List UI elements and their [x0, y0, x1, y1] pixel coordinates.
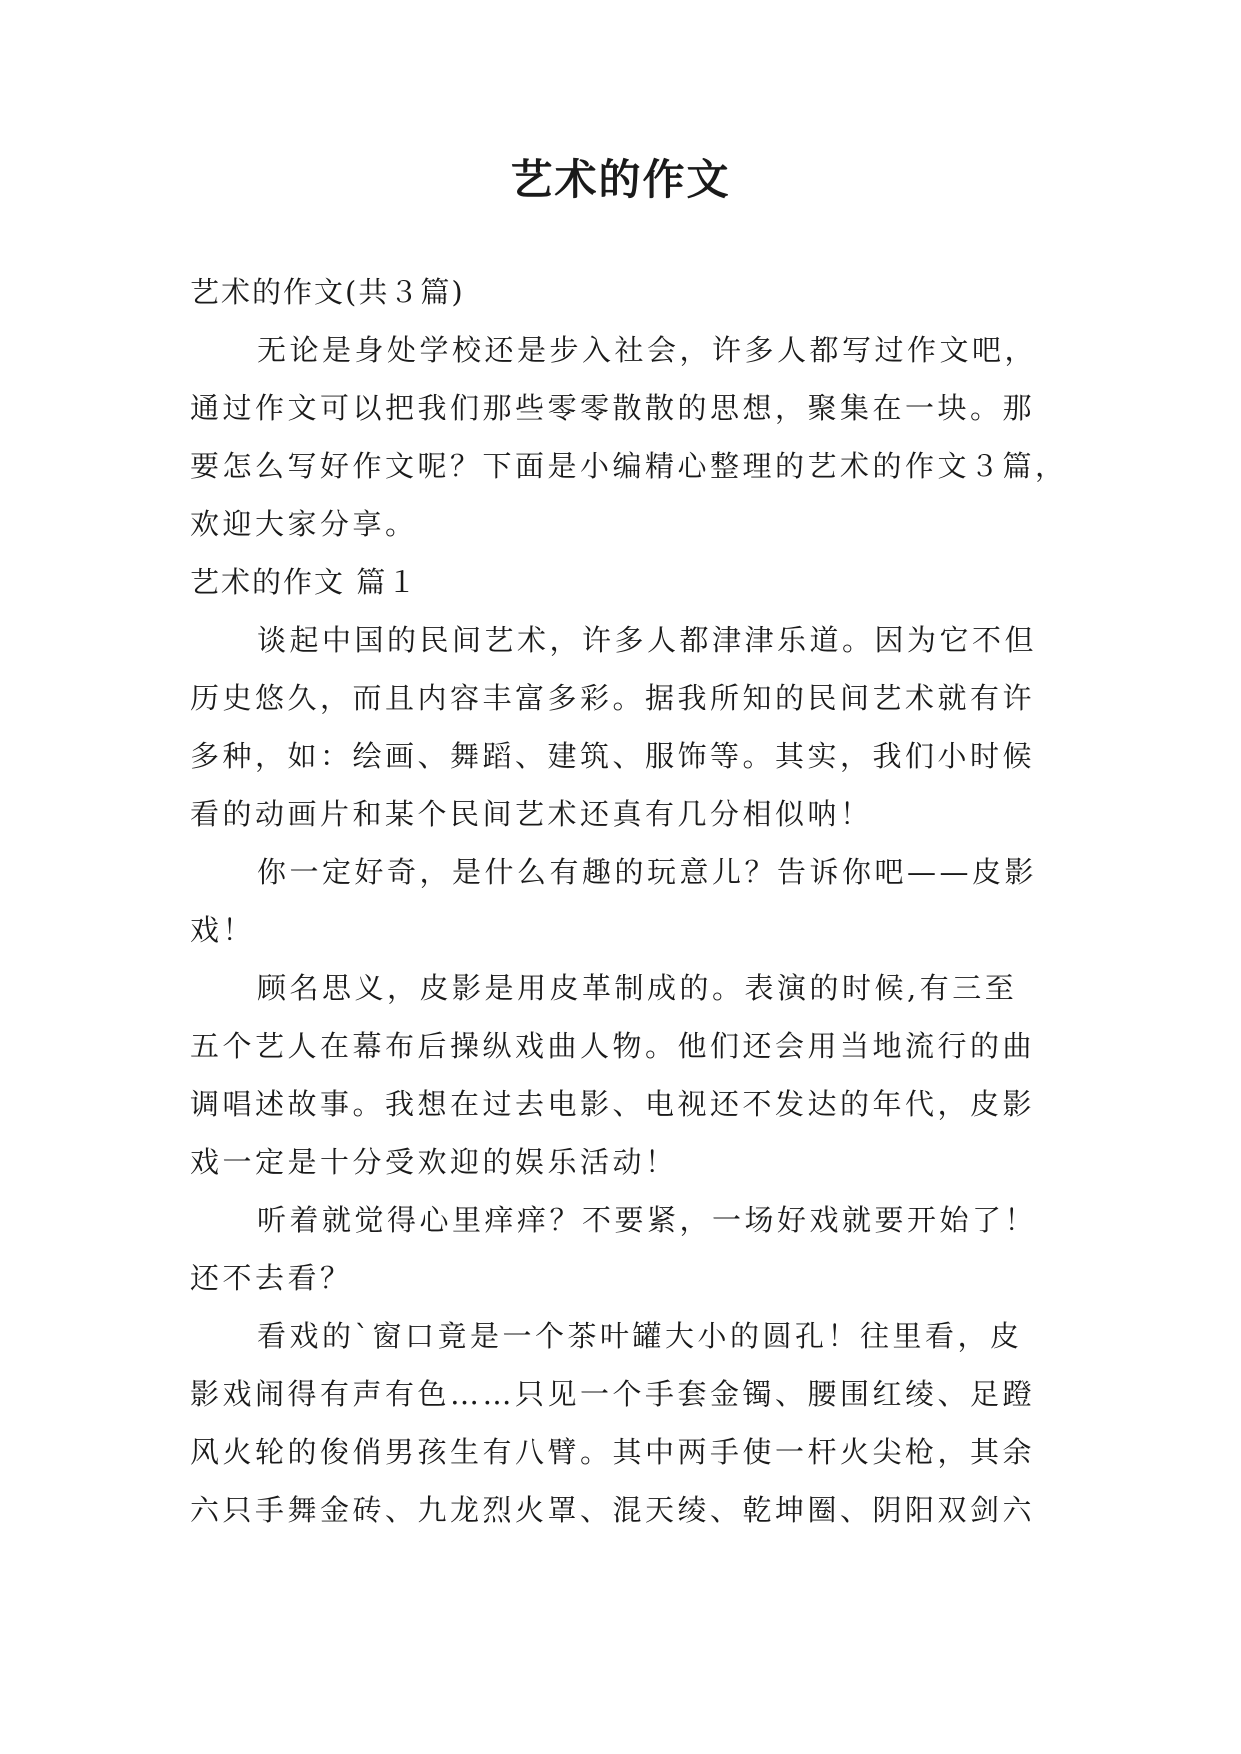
body-line: 谈起中国的民间艺术，许多人都津津乐道。因为它不但 — [257, 623, 1038, 657]
collection-heading: 艺术的作文(共３篇) — [190, 275, 465, 309]
body-line: 还不去看？ — [190, 1261, 353, 1295]
body-line: 无论是身处学校还是步入社会，许多人都写过作文吧， — [257, 333, 1038, 367]
document-body — [190, 263, 1070, 1539]
section-heading: 艺术的作文 篇１ — [190, 565, 419, 599]
body-line: 要怎么写好作文呢？下面是小编精心整理的艺术的作文３篇， — [190, 449, 1068, 483]
body-line: 看戏的`窗口竟是一个茶叶罐大小的圆孔！往里看，皮 — [257, 1319, 1023, 1353]
body-line: 看的动画片和某个民间艺术还真有几分相似呐！ — [190, 797, 873, 831]
body-line: 风火轮的俊俏男孩生有八臂。其中两手使一杆火尖枪，其余 — [190, 1435, 1036, 1469]
body-line: 六只手舞金砖、九龙烈火罩、混天绫、乾坤圈、阴阳双剑六 — [190, 1493, 1036, 1527]
body-line: 戏一定是十分受欢迎的娱乐活动！ — [190, 1145, 678, 1179]
body-line: 听着就觉得心里痒痒？不要紧，一场好戏就要开始了！ — [257, 1203, 1038, 1237]
body-line: 历史悠久，而且内容丰富多彩。据我所知的民间艺术就有许 — [190, 681, 1036, 715]
body-line: 多种，如：绘画、舞蹈、建筑、服饰等。其实，我们小时候 — [190, 739, 1036, 773]
body-line: 你一定好奇，是什么有趣的玩意儿？告诉你吧——皮影 — [257, 855, 1038, 889]
body-line: 调唱述故事。我想在过去电影、电视还不发达的年代，皮影 — [190, 1087, 1036, 1121]
body-line: 顾名思义，皮影是用皮革制成的。表演的时候,有三至 — [257, 971, 1018, 1005]
body-line: 影戏闹得有声有色……只见一个手套金镯、腰围红绫、足蹬 — [190, 1377, 1036, 1411]
body-line: 欢迎大家分享。 — [190, 507, 418, 541]
body-line: 戏！ — [190, 913, 256, 947]
body-line: 五个艺人在幕布后操纵戏曲人物。他们还会用当地流行的曲 — [190, 1029, 1036, 1063]
document-title: 艺术的作文 — [510, 155, 731, 204]
body-line: 通过作文可以把我们那些零零散散的思想，聚集在一块。那 — [190, 391, 1036, 425]
